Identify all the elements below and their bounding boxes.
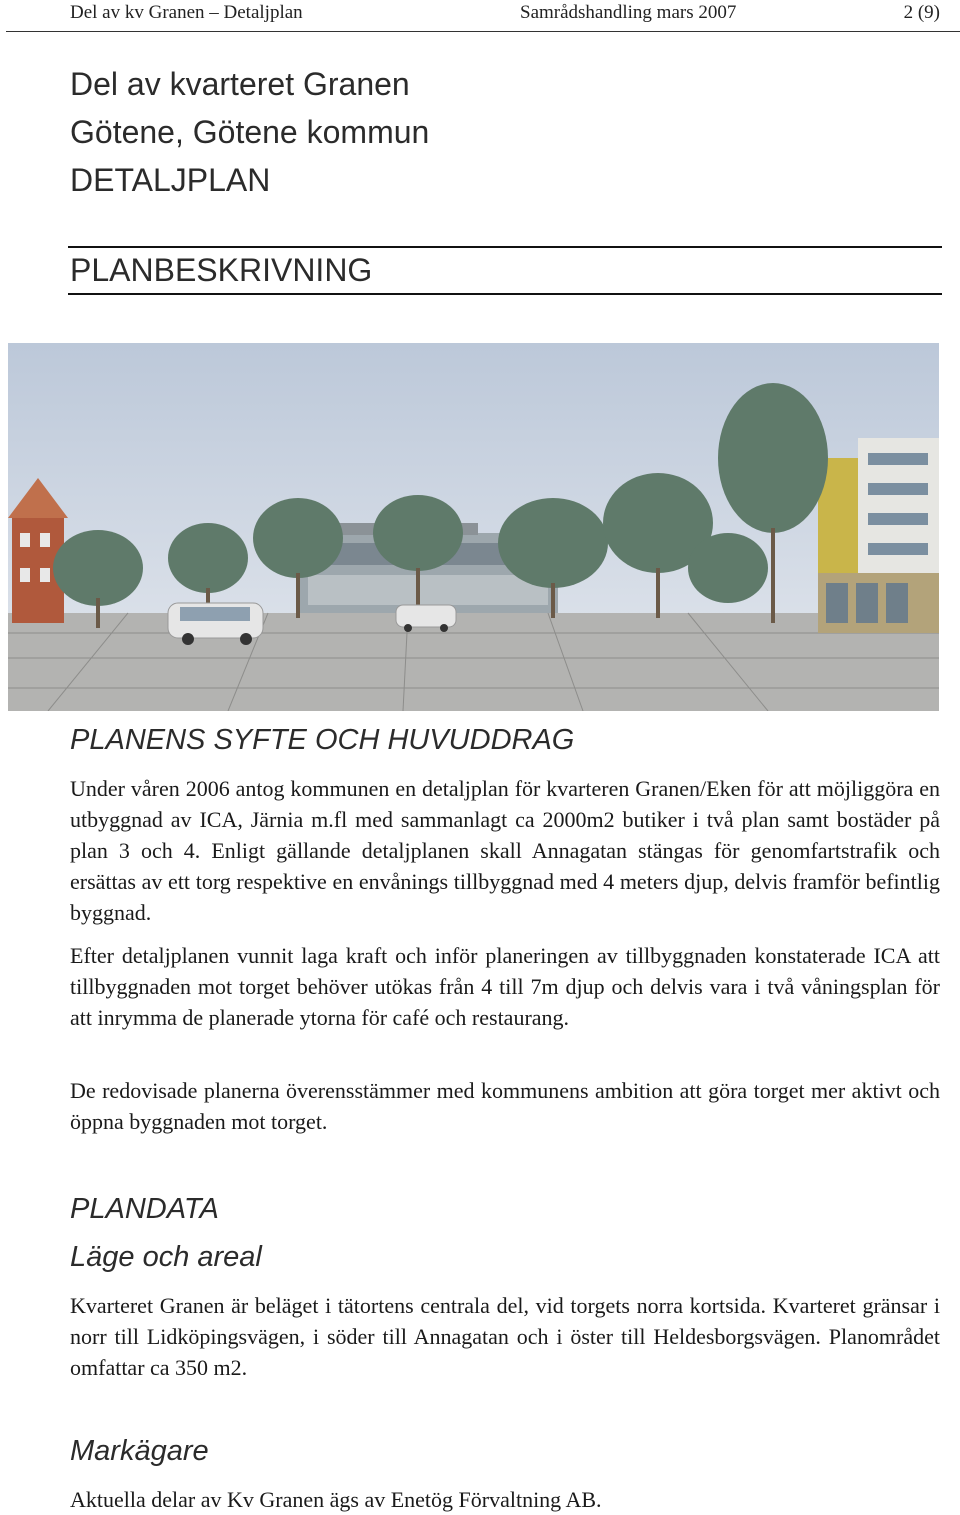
title-line-3: DETALJPLAN bbox=[70, 162, 271, 198]
plandata-paragraph-1: Kvarteret Granen är beläget i tätortens centrala del, vid torgets norra kortsida. Kvarteret gränsar i norr till Lidköpingsvägen, i söder till Annagatan och i öster till Heldesborgsvägen. Planområdet omfattar ca 350 m2. bbox=[70, 1293, 940, 1380]
plan-heading: PLANBESKRIVNING bbox=[70, 252, 373, 288]
title-divider-top bbox=[68, 246, 942, 248]
document-title bbox=[70, 60, 429, 204]
header-status-date: Samrådshandling mars 2007 bbox=[520, 2, 737, 23]
title-divider-bottom bbox=[68, 293, 942, 295]
section-heading-markagare: Markägare bbox=[70, 1435, 209, 1467]
title-line-2: Götene, Götene kommun bbox=[70, 114, 430, 150]
section-heading-plandata: PLANDATA bbox=[70, 1193, 219, 1225]
header-divider bbox=[6, 31, 960, 32]
syfte-paragraph-1: Under våren 2006 antog kommunen en detaljplan för kvarteren Granen/Eken för att möjliggöra en utbyggnad av ICA, Järnia m.fl med sammanlagt ca 2000m2 butiker i två plan samt bostäder på plan 3 och 4. Enligt gällande detaljplanen skall Annagatan stängas för genomfartstrafik och ersättas av ett torg respektive en envånings tillbyggnad med 4 meters djup, delvis framför befintlig byggnad. bbox=[70, 776, 940, 925]
subheading-lage-och-areal: Läge och areal bbox=[70, 1241, 262, 1273]
page-header bbox=[70, 0, 940, 28]
markagare-paragraph-1: Aktuella delar av Kv Granen ägs av Enetög Förvaltning AB. bbox=[70, 1487, 602, 1512]
square-illustration bbox=[8, 343, 939, 711]
title-line-1: Del av kvarteret Granen bbox=[70, 66, 410, 102]
header-document-name: Del av kv Granen – Detaljplan bbox=[70, 2, 303, 23]
syfte-paragraph-3: De redovisade planerna överensstämmer med kommunens ambition att göra torget mer aktivt och öppna byggnaden mot torget. bbox=[70, 1078, 940, 1134]
header-page-number: 2 (9) bbox=[903, 2, 940, 23]
section-heading-syfte: PLANENS SYFTE OCH HUVUDDRAG bbox=[70, 724, 575, 756]
syfte-paragraph-2: Efter detaljplanen vunnit laga kraft och inför planeringen av tillbyggnaden konstaterade ICA att tillbyggnaden mot torget behöver utökas från 4 till 7m djup och delvis vara i två våningsplan för att inrymma de planerade ytorna för café och restaurang. bbox=[70, 943, 940, 1030]
